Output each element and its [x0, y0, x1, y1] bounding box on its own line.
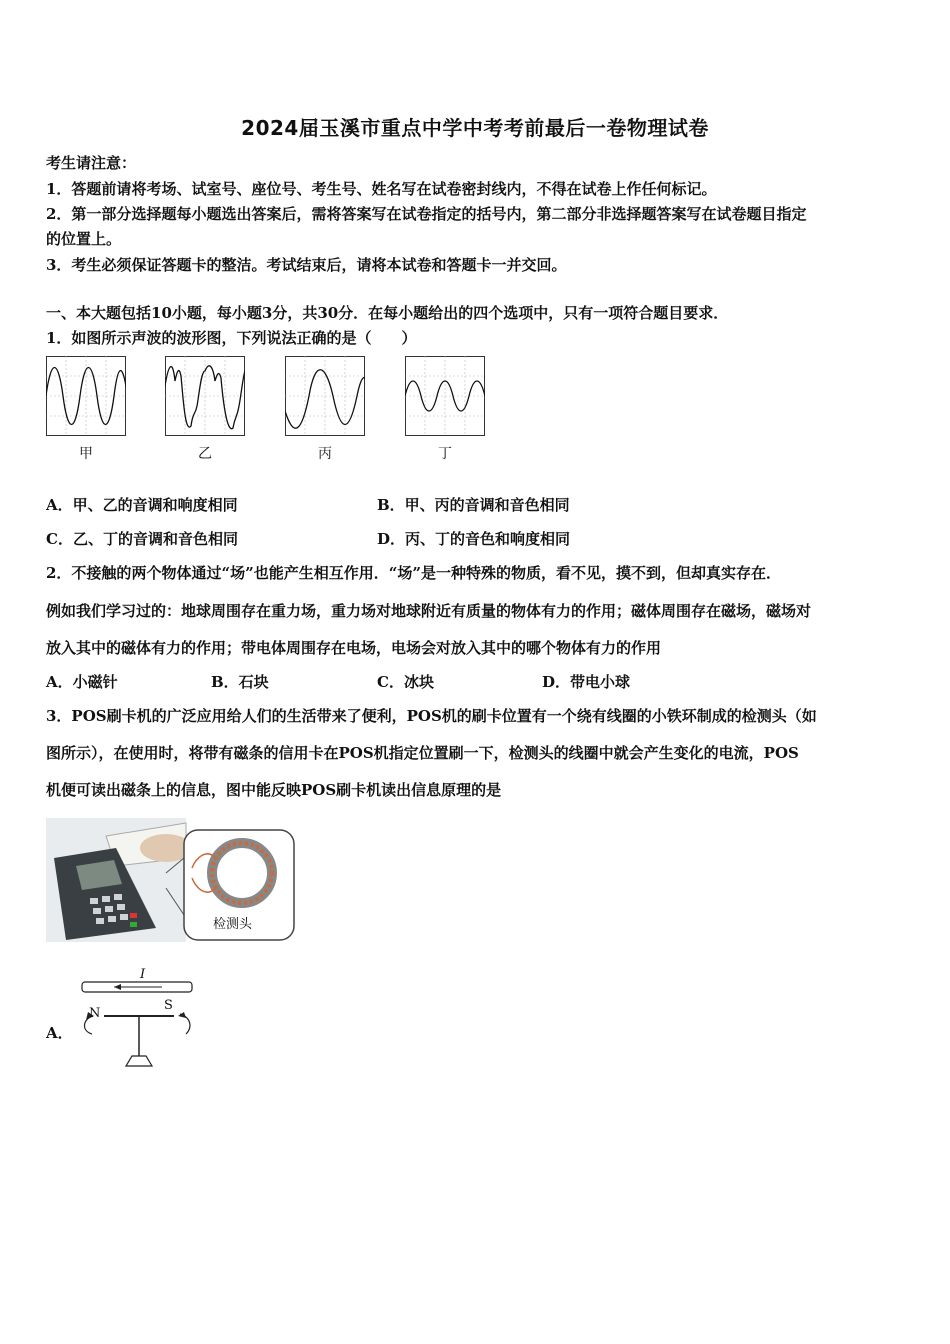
- question-3-line: 图所示），在使用时，将带有磁条的信用卡在POS机指定位置刷一下，检测头的线圈中就会产生变化的电流，POS: [46, 744, 799, 762]
- wave-label: 丙: [318, 446, 332, 462]
- wave-label: 乙: [198, 446, 212, 462]
- notice-item: 的位置上。: [46, 230, 122, 248]
- question-3-line: 机便可读出磁条上的信息，图中能反映POS刷卡机读出信息原理的是: [46, 781, 502, 799]
- q1-option-c: C．乙、丁的音调和音色相同: [46, 530, 238, 548]
- question-2-line: 放入其中的磁体有力的作用；带电体周围存在电场，电场会对放入其中的哪个物体有力的作用: [46, 639, 662, 657]
- wave-label: 甲: [79, 446, 93, 462]
- q2-option-a: A．小磁针: [46, 673, 118, 691]
- question-2-line: 2．不接触的两个物体通过“场”也能产生相互作用．“场”是一种特殊的物质，看不见，摸不到，但却真实存在．: [46, 564, 781, 582]
- north-pole-label: N: [89, 1006, 101, 1021]
- wave-figure-bing: [285, 356, 365, 436]
- q3-option-a-label: A．: [46, 1024, 73, 1042]
- question-3-line: 3．POS刷卡机的广泛应用给人们的生活带来了便利，POS机的刷卡位置有一个绕有线圈的小铁环制成的检测头（如: [46, 707, 817, 725]
- wave-label: 丁: [438, 446, 452, 462]
- wave-figure-jia: [46, 356, 126, 436]
- question-1-stem: 1．如图所示声波的波形图，下列说法正确的是（ ）: [46, 329, 417, 347]
- wave-figure-ding: [405, 356, 485, 436]
- q1-option-a: A．甲、乙的音调和响度相同: [46, 496, 238, 514]
- notice-heading: 考生请注意：: [46, 154, 137, 172]
- south-pole-label: S: [164, 998, 173, 1013]
- q1-option-d: D．丙、丁的音色和响度相同: [377, 530, 571, 548]
- q2-option-b: B．石块: [211, 673, 269, 691]
- q2-option-d: D．带电小球: [542, 673, 631, 691]
- current-label: I: [140, 967, 146, 982]
- notice-item: 3．考生必须保证答题卡的整洁。考试结束后，请将本试卷和答题卡一并交回。: [46, 256, 567, 274]
- q1-option-b: B．甲、丙的音调和音色相同: [377, 496, 570, 514]
- notice-item: 1．答题前请将考场、试室号、座位号、考生号、姓名写在试卷密封线内，不得在试卷上作任何标记。: [46, 180, 717, 198]
- page-title: 2024届玉溪市重点中学中考考前最后一卷物理试卷: [241, 116, 709, 140]
- notice-item: 2．第一部分选择题每小题选出答案后，需将答案写在试卷指定的括号内，第二部分非选择题答案写在试卷题目指定: [46, 205, 807, 223]
- wave-figure-yi: [165, 356, 245, 436]
- section-heading: 一、本大题包括10小题，每小题3分，共30分．在每小题给出的四个选项中，只有一项符合题目要求．: [46, 304, 729, 322]
- q2-option-c: C．冰块: [377, 673, 434, 691]
- question-2-line: 例如我们学习过的：地球周围存在重力场，重力场对地球附近有质量的物体有力的作用；磁体周围存在磁场，磁场对: [46, 602, 812, 620]
- pos-machine-figure: [46, 818, 296, 942]
- detector-label: 检测头: [213, 917, 253, 932]
